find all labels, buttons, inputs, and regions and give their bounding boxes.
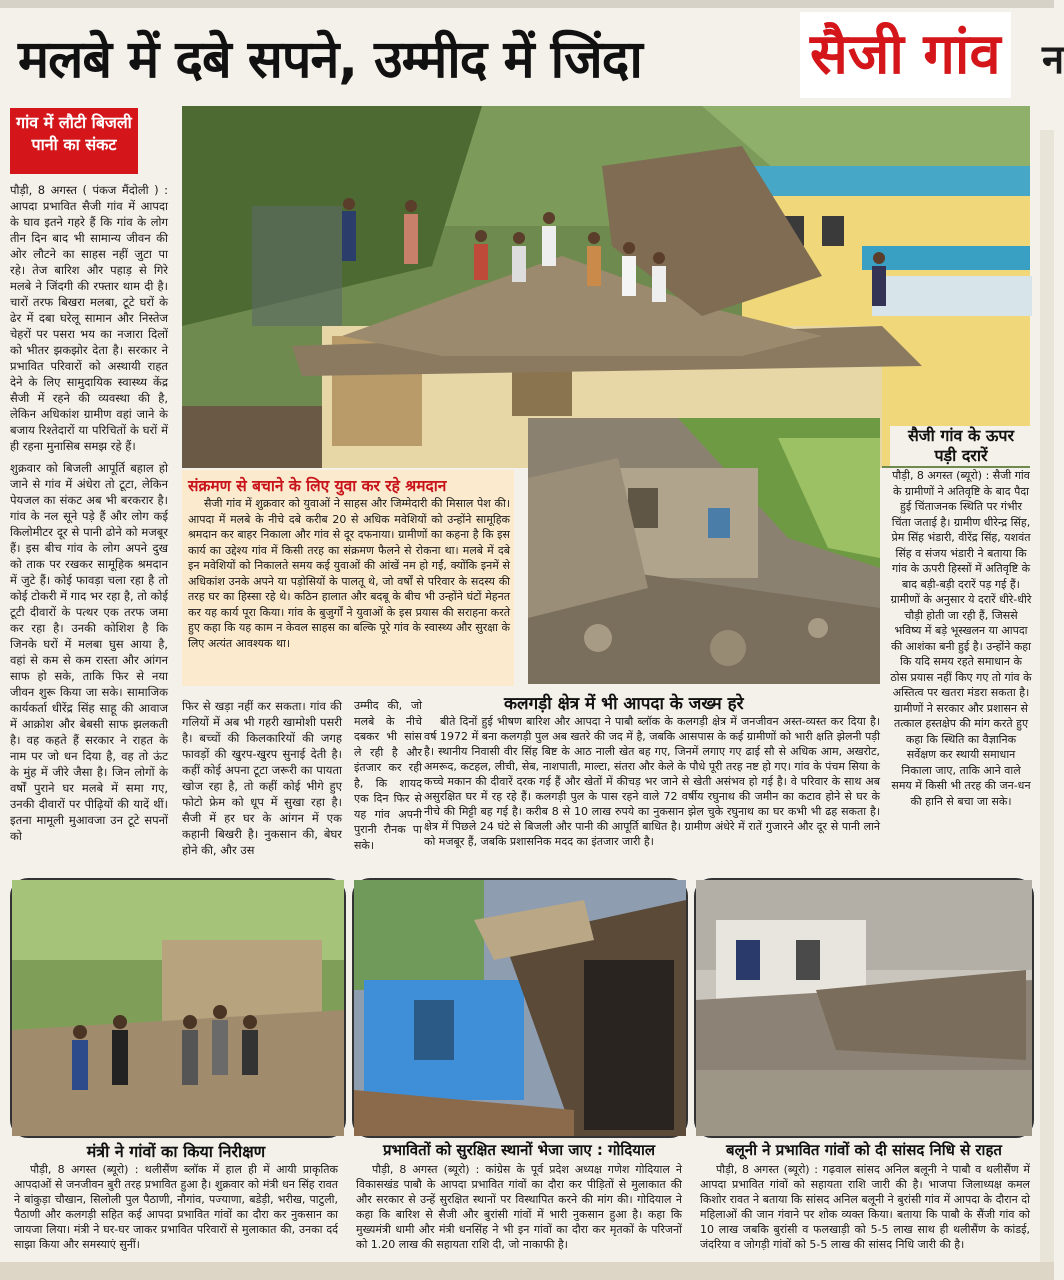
kalgadhi-heading: कलगड़ी क्षेत्र में भी आपदा के जख्म हरे	[504, 694, 744, 714]
collapsed-roof-illustration	[696, 880, 1032, 1136]
bottom-story-2-body	[356, 1162, 682, 1260]
mid-column-1	[182, 698, 342, 866]
bottom-story-3-text: पौड़ी, 8 अगस्त (ब्यूरो) : गढ़वाल सांसद अनिल बलूनी ने पाबौ व थलीसैंण में आपदा प्रभावित गांवों को सहायता राशि जारी की है। भाजपा जिलाध्यक्ष कमल किशोर रावत ने बताया कि सांसद अनिल बलूनी ने बुरांसी गांव में आपदा के दौरान दो महिलाओं की जान गंवाने पर शोक व्यक्त किया। बताया कि पाबौ के सैंजी गांव को 10 लाख जबकि बुरांसी व फलखाड़ी को 5-5 लाख साथ ही थलीसैंण के कांडई, जंदरिया व जोगड़ी गांवों को 5-5 लाख की सांसद निधि जारी की है।	[700, 1163, 1030, 1251]
kalgadhi-text: बीते दिनों हुई भीषण बारिश और आपदा ने पाबौ ब्लॉक के कलगड़ी क्षेत्र में जनजीवन अस्त-व्यस्त कर दिया है। वर्ष 1972 में बना कलगड़ी पुल अब खतरे की जद में है, जबकि आसपास के कई ग्रामीणों को भारी क्षति झेलनी पड़ी है। स्थानीय निवासी वीर सिंह बिष्ट के आठ नाली खेत बह गए, जिनमें लगाए गए ढाई सौ से अधिक आम, अखरोट, अमरूद, कटहल, लीची, सेब, नाशपाती, माल्टा, संतरा और केले के पौधे पूरी तरह नष्ट हो गए। गांव के पंचम सिया के कच्चे मकान की दीवारें दरक गई हैं और खेतों में कीचड़ भर जाने से खेती असंभव हो गई है। वे परिवार के साथ अब असुरक्षित घर में रह रहे हैं। कलगड़ी पुल के पास रहने वाले 72 वर्षीय रघुनाथ की जमीन का कटाव होने से घर के नीचे की मिट्टी बह गई है। करीब 8 से 10 लाख रुपये का नुकसान झेल चुके रघुनाथ का घर कभी भी ढह सकता है। क्षेत्र में पिछले 24 घंटे से बिजली और पानी की आपूर्ति बाधित है। ग्रामीण अंधेरे में रातें गुजारने और दूर से पानी लाने को मजबूर हैं, जबकि प्रशासनिक मदद का इंतजार जारी है।	[424, 715, 880, 848]
bottom-story-1-text: पौड़ी, 8 अगस्त (ब्यूरो) : थलीसैंण ब्लॉक में हाल ही में आयी प्राकृतिक आपदाओं से जनजीवन बुरी तरह प्रभावित हुआ है। शुक्रवार को मंत्री धन सिंह रावत ने बांकुड़ा चौखान, सिलोली पुल पैठाणी, नौगांव, पज्याणा, बडेड़ी, भरीख, पाटुली, पैठाणी और कलगड़ी सहित कई आपदा प्रभावित गांवों का दौरा कर नुकसान का जायजा लिया। मंत्री ने घर-घर जाकर प्रभावित परिवारों से मुलाकात की, उनका दर्द साझा किया और समस्याएं सुनीं।	[14, 1163, 338, 1251]
mid-column-2	[354, 698, 422, 866]
masthead	[0, 0, 1064, 100]
left-heading-line1: गांव में लौटी बिजली	[16, 113, 132, 132]
left-story-heading	[10, 108, 138, 174]
bottom-story-2-text: पौड़ी, 8 अगस्त (ब्यूरो) : कांग्रेस के पूर्व प्रदेश अध्यक्ष गणेश गोदियाल ने विकासखंड पाबौ के आपदा प्रभावित गांवों का दौरा कर पीड़ितों से मुलाकात की और सरकार से उन्हें सुरक्षित स्थानों पर विस्थापित करने की मांग की। गोदियाल ने कहा कि बारिश से सैजी और बुरांसी गांवों में भारी नुकसान हुआ है। कहा कि मुख्यमंत्री धामी और मंत्री धनसिंह ने भी इन गांवों का दौरा कर मृतकों के परिजनों को 1.20 लाख की सहायता राशि दी, जो नाकाफी है।	[356, 1163, 682, 1251]
bottom-photo-minister	[10, 878, 346, 1138]
bottom-story-1-body	[14, 1162, 338, 1260]
youth-story-body	[188, 496, 510, 682]
mid-column-1-text: फिर से खड़ा नहीं कर सकता। गांव की गलियों में अब भी गहरी खामोशी पसरी है। बच्चों की किलकारियों की जगह फावड़ों की खुरप-खुरप सुनाई देती है। कहीं कोई अपना टूटा जरूरी का पायता खोज रहा है, तो कहीं कोई भीगे हुए फोटो फ्रेम को धूप में सुखा रहा है। सैजी में हर घर के आंगन में एक कहानी बिखरी है। नुकसान की, बेघर होने की, और उस	[182, 699, 342, 857]
left-story-para1: पौड़ी, 8 अगस्त ( पंकज मैंदोली ) : आपदा प्रभावित सैजी गांव में आपदा के घाव इतने गहरे हैं कि गांव के लोग तीन दिन बाद भी सामान्य जीवन की ओर लौटने का साहस नहीं जुटा पा रहे। तेज बारिश और पहाड़ से गिरे मलबे ने जिंदगी की रफ्तार थाम दी है। चारों तरफ बिखरा मलबा, टूटे घरों के ढेर में दबा घरेलू सामान और निस्तेज चेहरों पर पसरा भय का नजारा दिलों को भीतर झकझोर देता है। सरकार ने प्रभावित परिवारों को अस्थायी राहत देने के लिए सामुदायिक स्वास्थ्य केंद्र सैजी में रहने की व्यवस्था की है, लेकिन अधिकांश ग्रामीण वहां जाने के बजाय रिश्तेदारों या परिचितों के घरों में ही रहना मुनासिब समझ रहे हैं।	[10, 183, 168, 453]
top-rule	[0, 0, 1054, 8]
left-story-para2: शुक्रवार को बिजली आपूर्ति बहाल हो जाने से गांव में अंधेरा तो टूटा, लेकिन पेयजल का संकट अब भी बरकरार है। गांव के नल सूने पड़े हैं और लोग कई किलोमीटर दूर से पानी ढोने को मजबूर हैं। इस बीच गांव के लोग अपने दुख को ताक पर रखकर सामूहिक श्रमदान में जुटे हैं। कोई फावड़ा चला रहा है तो कोई टोकरी में गाद भर रहा है, तो कोई टूटी दीवारों के पत्थर एक तरफ जमा कर रहा है। उनकी कोशिश है कि जिनके घरों में मलबा घुस आया है, वहां से कम से कम रास्ता और आंगन साफ हो सके, ताकि फिर से नया जीवन शुरू किया जा सके। सामाजिक कार्यकर्ता धीरेंद्र सिंह साहू की आवाज में आक्रोश और बेबसी साफ झलकती है। वह कहते हैं सरकार ने राहत के नाम पर जो धन दिया है, वह तो ऊंट के मुंह में जीरे जैसा है। जिन लोगों के वर्षों पुराने घर मलबे में समा गए, उनकी दीवारों पर पीढ़ियों की यादें थीं। इतना मामूली मुआवजा उन टूटे सपनों को	[10, 461, 168, 843]
bottom-story-3-heading: बलूनी ने प्रभावित गांवों को दी सांसद निधि से राहत	[726, 1141, 1002, 1159]
bottom-photo-baluni	[694, 878, 1034, 1138]
cracks-heading	[890, 426, 1032, 466]
youth-story-heading: संक्रमण से बचाने के लिए युवा कर रहे श्रमदान	[188, 477, 447, 495]
bottom-photo-godiyal	[352, 878, 688, 1138]
bottom-story-2-heading: प्रभावितों को सुरक्षित स्थानों भेजा जाए : गोदियाल	[382, 1141, 656, 1159]
cracks-heading-line1: सैजी गांव के ऊपर	[907, 426, 1015, 445]
headline-highlight: सैजी गांव	[800, 12, 1011, 98]
youth-story-text: सैजी गांव में शुक्रवार को युवाओं ने साहस और जिम्मेदारी की मिसाल पेश की। आपदा में मलबे के नीचे दबे करीब 20 से अधिक मवेशियों को उन्होंने सामूहिक श्रमदान कर बाहर निकाला और गांव से दूर दफनाया। ग्रामीणों का कहना है कि इस कार्य का उद्देश्य गांव में किसी तरह का संक्रमण फैलने से रोकना था। मलबे में दबे इन मवेशियों को निकालते समय कई युवाओं की आंखें नम हो गईं, क्योंकि इनमें से अधिकांश उनके अपने या पड़ोसियों के पालतू थे, जो वर्षों से परिवार के सदस्य की तरह घर का हिस्सा रहे थे। कठिन हालात और बदबू के बीच भी उन्होंने घंटों मेहनत कर यह कार्य पूरा किया। गांव के बुजुर्गों ने युवाओं के इस प्रयास की सराहना करते हुए कहा कि यह काम न केवल साहस का बल्कि पूरे गांव के स्वास्थ्य और सुरक्षा के लिए अत्यंत आवश्यक था।	[188, 497, 510, 650]
cracks-text: पौड़ी, 8 अगस्त (ब्यूरो) : सैजी गांव के ग्रामीणों ने अतिवृष्टि के बाद पैदा हुई चिंताजनक स्थिति पर गंभीर चिंता जताई है। ग्रामीण धीरेन्द्र सिंह, प्रेम सिंह भंडारी, वीरेंद्र सिंह, यशवंत सिंह व संजय भंडारी ने बताया कि गांव के ऊपरी हिस्सों में अतिवृष्टि के बाद बड़ी-बड़ी दरारें पड़ गई हैं। ग्रामीणों के अनुसार ये दरारें धीरे-धीरे चौड़ी होती जा रही हैं, जिससे भविष्य में बड़े भूस्खलन या आपदा की आशंका बनी हुई है। उन्होंने कहा कि यदि समय रहते समाधान के ठोस प्रयास नहीं किए गए तो गांव के अस्तित्व पर खतरा मंडरा सकता है। ग्रामीणों ने सरकार और प्रशासन से तत्काल हस्तक्षेप की मांग करते हुए कहा कि स्थिति का वैज्ञानिक सर्वेक्षण कर स्थायी समाधान निकाला जाए, ताकि आने वाले समय में किसी भी तरह की जन-धन की हानि से बचा जा सके।	[890, 469, 1032, 808]
landslide-illustration	[528, 418, 880, 684]
main-village-photo	[182, 106, 1030, 468]
left-heading-line2: पानी का संकट	[31, 135, 117, 154]
headline-edge-fragment: न	[1042, 37, 1064, 83]
bottom-story-3-body	[700, 1162, 1030, 1260]
headline-main: मलबे में दबे सपने, उम्मीद में जिंदा	[18, 30, 642, 90]
bottom-story-1-heading: मंत्री ने गांवों का किया निरीक्षण	[86, 1142, 266, 1161]
left-story-body	[10, 182, 168, 868]
cracks-body	[890, 468, 1032, 864]
minister-visit-illustration	[12, 880, 344, 1136]
village-rubble-illustration	[182, 106, 1030, 468]
adjacent-column-edge	[1040, 130, 1054, 1280]
mid-column-2-text: उम्मीद की, जो मलबे के नीचे दबकर भी सांस ले रही है और इंतजार कर रही है, कि शायद एक दिन फिर से यह गांव अपनी पुरानी रौनक पा सके।	[354, 699, 422, 852]
next-headline-edge	[0, 1262, 1054, 1280]
damaged-house-blue-illustration	[354, 880, 686, 1136]
kalgadhi-body	[424, 714, 880, 866]
landslide-photo	[528, 418, 880, 684]
cracks-heading-line2: पड़ी दरारें	[934, 446, 988, 465]
